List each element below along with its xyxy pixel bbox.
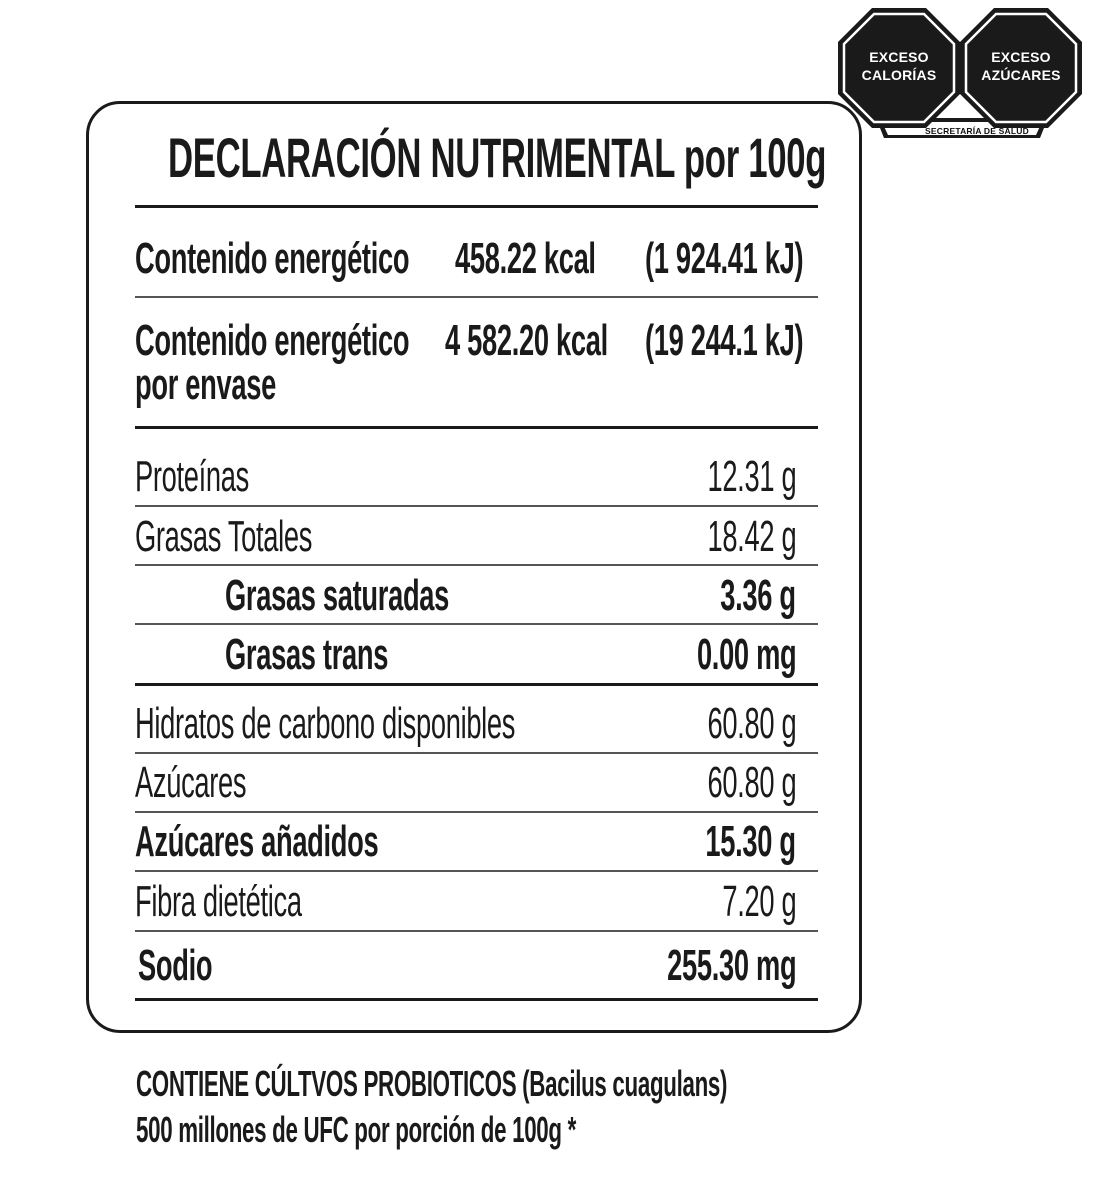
- divider: [135, 811, 818, 813]
- nutrient-label: Proteínas: [135, 452, 249, 501]
- energy-kj: (1 924.41 kJ): [645, 234, 804, 283]
- divider: [135, 930, 818, 932]
- nutrient-value: 255.30 mg: [666, 941, 796, 990]
- nutrient-row-sodio: [135, 943, 818, 993]
- probiotic-note-line1: CONTIENE CÚLTVOS PROBIOTICOS (Bacilus cuagulans): [136, 1063, 728, 1104]
- nutrient-row-azucares: [135, 760, 818, 810]
- energy-package-kj: (19 244.1 kJ): [645, 316, 804, 365]
- divider: [135, 296, 818, 298]
- divider: [135, 564, 818, 566]
- nutrient-label: Azúcares añadidos: [135, 817, 379, 866]
- energy-kcal: 458.22 kcal: [455, 234, 596, 283]
- nutrient-row-azucares-anadidos: [135, 819, 818, 869]
- energy-package-row: [135, 318, 818, 408]
- seal-authority: SECRETARÍA DE SALUD: [925, 126, 1029, 136]
- energy-package-kcal: 4 582.20 kcal: [445, 316, 608, 365]
- nutrient-value: 3.36 g: [720, 571, 796, 620]
- divider: [135, 870, 818, 872]
- nutrient-value: 12.31 g: [707, 452, 796, 501]
- nutrient-row-hidratos: [135, 701, 818, 751]
- nutrient-row-grasas-totales: [135, 514, 818, 564]
- nutrient-label: Sodio: [138, 941, 213, 990]
- seal-exceso-calorias: [844, 48, 954, 84]
- seal-left-line1: EXCESO: [869, 49, 929, 65]
- divider: [135, 683, 818, 686]
- warning-seals: [836, 6, 1086, 140]
- seal-exceso-azucares: [966, 48, 1076, 84]
- table-title: DECLARACIÓN NUTRIMENTAL por 100g: [168, 126, 827, 189]
- nutrient-label: Fibra dietética: [135, 877, 302, 926]
- nutrient-row-grasas-saturadas: [135, 573, 818, 623]
- nutrient-row-proteinas: [135, 454, 818, 504]
- divider: [135, 998, 818, 1001]
- seal-right-line2: AZÚCARES: [981, 67, 1061, 83]
- nutrient-value: 7.20 g: [722, 877, 796, 926]
- nutrient-value: 15.30 g: [705, 817, 796, 866]
- divider: [135, 623, 818, 625]
- nutrient-value: 60.80 g: [707, 758, 796, 807]
- nutrient-label: Hidratos de carbono disponibles: [135, 699, 516, 748]
- nutrient-label: Grasas Totales: [135, 512, 313, 561]
- energy-package-label: Contenido energético: [135, 316, 410, 365]
- seal-left-line2: CALORÍAS: [861, 67, 937, 83]
- nutrient-value: 0.00 mg: [696, 630, 796, 679]
- seal-right-line1: EXCESO: [991, 49, 1051, 65]
- nutrient-label: Azúcares: [135, 758, 247, 807]
- divider: [135, 205, 818, 208]
- energy-row: [135, 236, 818, 286]
- divider: [135, 752, 818, 754]
- nutrient-label: Grasas trans: [225, 630, 389, 679]
- energy-package-label-line2: por envase: [135, 360, 276, 409]
- divider: [135, 505, 818, 507]
- energy-label: Contenido energético: [135, 234, 410, 283]
- nutrient-label: Grasas saturadas: [225, 571, 450, 620]
- divider: [135, 426, 818, 429]
- nutrient-row-grasas-trans: [135, 632, 818, 682]
- nutrient-value: 18.42 g: [707, 512, 796, 561]
- nutrient-row-fibra: [135, 879, 818, 929]
- probiotic-note-line2: 500 millones de UFC por porción de 100g *: [136, 1109, 577, 1150]
- nutrient-value: 60.80 g: [707, 699, 796, 748]
